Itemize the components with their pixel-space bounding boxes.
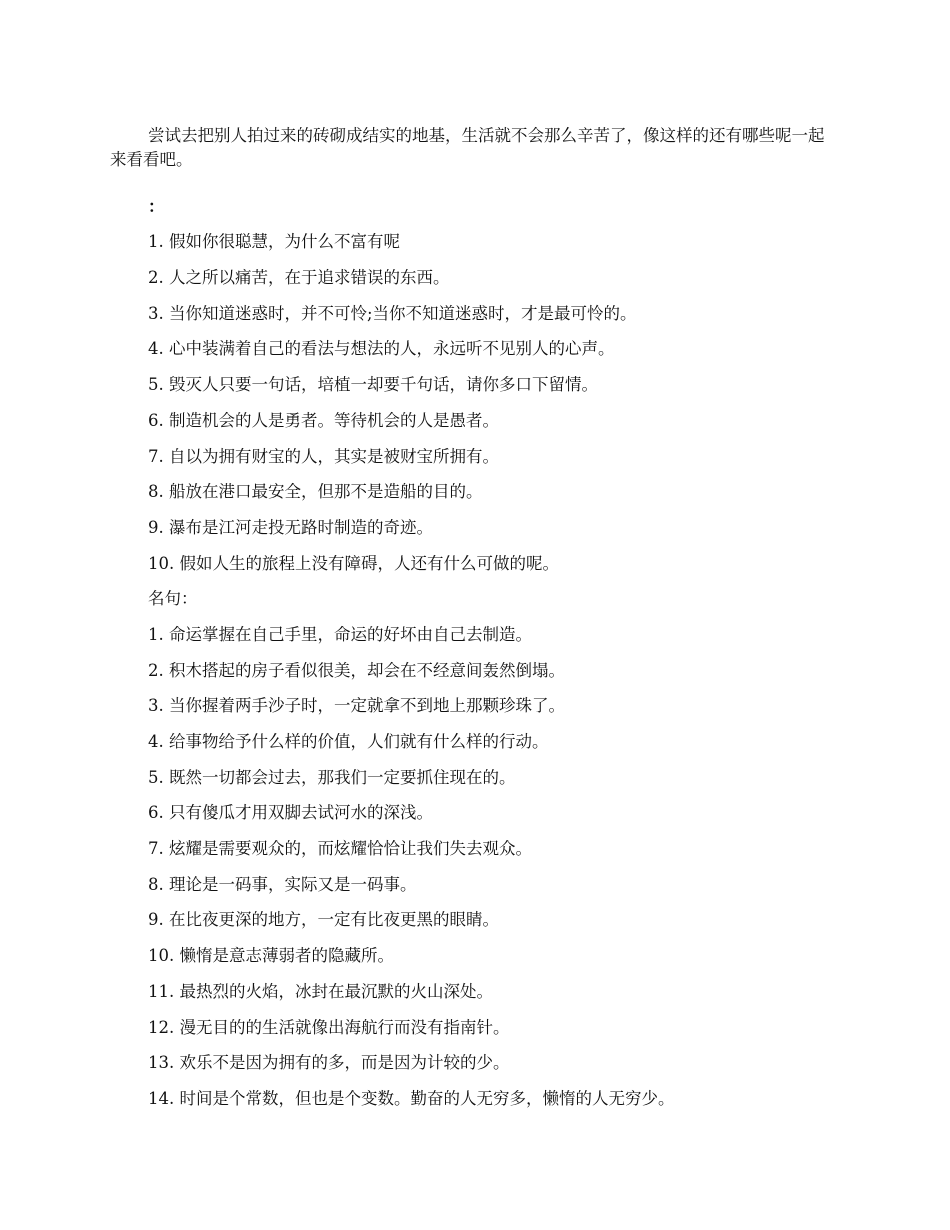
spacer [110,290,840,302]
list-item-number: 10. [148,553,175,573]
list-item [148,480,840,504]
list-item-text: 给事物给予什么样的价值，人们就有什么样的行动。 [169,732,549,751]
list-item-text: 积木搭起的房子看似很美，却会在不经意间轰然倒塌。 [169,660,565,680]
spacer [110,361,840,373]
list-item-text: 漫无目的的生活就像出海航行而没有指南针。 [179,1017,510,1037]
list-item [148,730,840,754]
list-item-number: 6. [148,410,164,430]
list-item-number: 1. [148,232,164,252]
list-item-text: 假如人生的旅程上没有障碍，人还有什么可做的呢。 [179,553,559,573]
list-item [148,873,840,897]
list-item [148,980,840,1004]
list-item-text: 自以为拥有财宝的人，其实是被财宝所拥有。 [169,446,499,466]
spacer [110,469,840,481]
spacer [110,790,840,802]
list-item-number: 9. [148,517,164,537]
list-item [148,944,840,968]
list-item [148,552,840,576]
list-item-text: 在比夜更深的地方，一定有比夜更黑的眼睛。 [169,910,499,930]
list-item-text: 时间是个常数，但也是个变数。勤奋的人无穷多，懒惰的人无穷少。 [179,1088,675,1108]
list-item [148,1051,840,1075]
list-item-number: 3. [148,303,164,323]
list-item [148,337,840,361]
list-item [148,623,840,647]
list-item-number: 9. [148,910,164,930]
spacer [110,219,840,231]
spacer [110,647,840,659]
spacer [110,172,840,184]
list-item [148,766,840,790]
list-item-text: 人之所以痛苦，在于追求错误的东西。 [169,268,450,288]
list-item-number: 5. [148,375,164,395]
list-item [148,373,840,397]
spacer [110,397,840,409]
list-item-number: 1. [148,624,164,644]
list-item-number: 14. [148,1088,175,1108]
list-item [148,266,840,290]
list-item [148,516,840,540]
list-item-text: 毁灭人只要一句话，培植一却要千句话，请你多口下留情。 [169,375,598,395]
spacer [110,326,840,338]
list-item-number: 4. [148,732,164,751]
spacer [110,504,840,516]
list-item-number: 13. [148,1053,175,1073]
list-item-number: 2. [148,660,164,680]
list-item-text: 制造机会的人是勇者。等待机会的人是愚者。 [169,410,499,430]
list-item [148,1087,840,1111]
spacer [110,754,840,766]
list-item-text: 炫耀是需要观众的，而炫耀恰恰让我们失去观众。 [169,839,532,859]
list-item-text: 当你知道迷惑时，并不可怜;当你不知道迷惑时，才是最可怜的。 [169,303,637,323]
list-item-number: 12. [148,1017,175,1037]
list-item-number: 4. [148,339,164,359]
list-item [148,409,840,433]
list-item [148,694,840,718]
spacer [110,254,840,266]
list-item [148,659,840,683]
list-item-text: 理论是一码事，实际又是一码事。 [169,874,417,894]
list-item-text: 假如你很聪慧，为什么不富有呢 [169,232,400,252]
list-item-number: 7. [148,839,164,859]
list-item-text: 命运掌握在自己手里，命运的好坏由自己去制造。 [169,624,532,644]
quote-list-1 [110,230,840,587]
quote-list-2 [110,623,840,1123]
spacer [110,825,840,837]
section-title-famous-quotes: 名句： [148,589,198,609]
list-item-text: 心中装满着自己的看法与想法的人，永远听不见别人的心声。 [169,339,615,359]
list-item [148,1016,840,1040]
list-item-text: 当你握着两手沙子时，一定就拿不到地上那颗珍珠了。 [169,696,565,716]
list-item-number: 11. [148,981,175,1001]
list-item-number: 6. [148,803,164,823]
spacer [110,1004,840,1016]
spacer [110,968,840,980]
spacer [110,1111,840,1123]
list-item-text: 懒惰是意志薄弱者的隐藏所。 [179,946,394,966]
intro-paragraph: 尝试去把别人拍过来的砖砌成结实的地基，生活就不会那么辛苦了，像这样的还有哪些呢一起来看看吧。 [110,126,825,169]
spacer [110,718,840,730]
spacer [110,611,840,623]
section-heading: ： [148,196,165,216]
list-item-number: 3. [148,696,164,716]
list-item-number: 5. [148,767,164,787]
list-item-text: 只有傻瓜才用双脚去试河水的深浅。 [169,803,433,823]
list-item-text: 瀑布是江河走投无路时制造的奇迹。 [169,517,433,537]
list-item-number: 2. [148,268,164,288]
list-item-text: 欢乐不是因为拥有的多，而是因为计较的少。 [179,1053,510,1073]
list-item [148,302,840,326]
list-item-number: 7. [148,446,164,466]
list-item [148,801,840,825]
spacer [110,540,840,552]
list-item-number: 10. [148,946,175,966]
spacer [110,433,840,445]
spacer [110,897,840,909]
list-item-text: 最热烈的火焰，冰封在最沉默的火山深处。 [179,981,493,1001]
spacer [110,1075,840,1087]
spacer [110,861,840,873]
list-item-text: 船放在港口最安全，但那不是造船的目的。 [169,482,483,502]
spacer [110,683,840,695]
spacer [110,1040,840,1052]
list-item [148,908,840,932]
spacer [110,576,840,588]
list-item [148,445,840,469]
list-item-number: 8. [148,874,164,894]
list-item [148,837,840,861]
spacer [110,932,840,944]
list-item-text: 既然一切都会过去，那我们一定要抓住现在的。 [169,767,516,787]
list-item [148,230,840,254]
list-item-number: 8. [148,482,164,502]
